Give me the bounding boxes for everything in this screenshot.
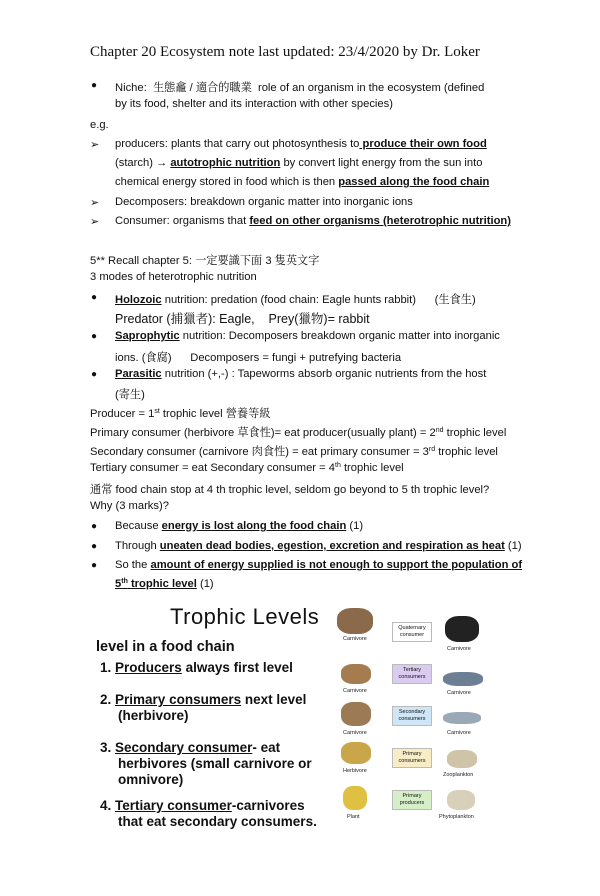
label-right-3: Carnivore	[447, 730, 471, 736]
recall-line: 5** Recall chapter 5: 一定要識下面 3 隻英文字	[90, 255, 320, 267]
grasshopper-icon	[341, 742, 371, 764]
level-4-line: Tertiary consumer = eat Secondary consumer = 4th trophic level	[90, 462, 404, 474]
card-primary-consumers: Primary consumers	[392, 748, 432, 768]
label-right-5: Phytoplankton	[439, 814, 474, 820]
label-right-4: Zooplankton	[443, 772, 474, 778]
parasitic-line: Parasitic nutrition (+,-) : Tapeworms absorb organic nutrients from the host	[115, 368, 487, 380]
bullet-icon: ●	[91, 331, 98, 342]
reason-3: So the amount of energy supplied is not enough to support the population of	[115, 559, 523, 571]
figure-subtitle: level in a food chain	[96, 639, 235, 655]
label-left-4: Herbivore	[343, 768, 367, 774]
producers-line-3: chemical energy stored in food which is then passed along the food chain	[115, 176, 490, 188]
modes-line: 3 modes of heterotrophic nutrition	[90, 271, 257, 283]
card-quaternary: Quaternary consumer	[392, 622, 432, 642]
decomposers-line: Decomposers: breakdown organic matter into inorganic ions	[115, 196, 413, 208]
label-left-2: Carnivore	[343, 688, 367, 694]
trophic-levels-figure	[90, 602, 520, 832]
level-1-line: Producer = 1st trophic level 營養等級	[90, 408, 271, 420]
parasitic-line-2: (寄生)	[115, 389, 145, 401]
snake-icon	[341, 664, 371, 684]
level-3-line: Secondary consumer (carnivore 肉食性) = eat primary consumer = 3rd trophic level	[90, 446, 498, 458]
consumer-line: Consumer: organisms that feed on other organisms (heterotrophic nutrition)	[115, 215, 511, 227]
arrow-bullet-icon: ➢	[90, 139, 100, 151]
bullet-icon: ●	[91, 292, 98, 303]
saprophytic-line-2: ions. (食腐) Decomposers = fungi + putrefying bacteria	[115, 352, 402, 364]
reason-2: Through uneaten dead bodies, egestion, excretion and respiration as heat (1)	[115, 540, 522, 552]
document-title: Chapter 20 Ecosystem note last updated: 23/4/2020 by Dr. Loker	[90, 44, 480, 60]
label-left-3: Carnivore	[343, 730, 367, 736]
fish-icon	[443, 672, 483, 686]
holozoic-line-2: Predator (捕獵者): Eagle, Prey(獵物)= rabbit	[115, 312, 370, 326]
bullet-icon: ●	[91, 80, 98, 91]
bullet-icon: ●	[91, 560, 98, 571]
figure-item-3: 3. Secondary consumer- eat herbivores (small carnivore or omnivore)	[100, 740, 312, 787]
why-line: Why (3 marks)?	[90, 500, 169, 512]
card-producers: Primary producers	[392, 790, 432, 810]
food-chain-illustration	[335, 602, 520, 832]
level-2-line: Primary consumer (herbivore 草食性)= eat producer(usually plant) = 2nd trophic level	[90, 427, 507, 439]
producers-line-2: (starch) → autotrophic nutrition by convert light energy from the sun into	[115, 157, 483, 169]
eagle-icon	[337, 608, 373, 634]
label-right-2: Carnivore	[447, 690, 471, 696]
card-tertiary: Tertiary consumers	[392, 664, 432, 684]
niche-line-2: by its food, shelter and its interaction with other species)	[115, 98, 393, 110]
holozoic-line: Holozoic nutrition: predation (food chain: Eagle hunts rabbit) (生食生)	[115, 294, 476, 306]
figure-item-4: 4. Tertiary consumer-carnivores that eat secondary consumers.	[100, 798, 317, 829]
small-fish-icon	[443, 712, 481, 724]
reason-3-line-2: 5th trophic level (1)	[115, 578, 214, 590]
bullet-icon: ●	[91, 521, 98, 532]
zooplankton-icon	[447, 750, 477, 768]
arrow-bullet-icon: ➢	[90, 197, 100, 209]
orca-icon	[445, 616, 479, 642]
bullet-icon: ●	[91, 369, 98, 380]
label-left-5: Plant	[347, 814, 360, 820]
figure-item-2: 2. Primary consumers next level (herbivore)	[100, 692, 307, 723]
arrow-bullet-icon: ➢	[90, 216, 100, 228]
eg-label: e.g.	[90, 119, 109, 131]
reason-1: Because energy is lost along the food chain (1)	[115, 520, 364, 532]
card-secondary: Secondary consumers	[392, 706, 432, 726]
plant-icon	[343, 786, 367, 810]
producers-line: producers: plants that carry out photosynthesis to produce their own food	[115, 138, 487, 150]
figure-item-1: 1. Producers always first level	[100, 660, 293, 675]
label-right-1: Carnivore	[447, 646, 471, 652]
label-left-1: Carnivore	[343, 636, 367, 642]
bullet-icon: ●	[91, 541, 98, 552]
question-line: 通常 food chain stop at 4 th trophic level, seldom go beyond to 5 th trophic level?	[90, 484, 490, 496]
phytoplankton-icon	[447, 790, 475, 810]
mouse-icon	[341, 702, 371, 726]
saprophytic-line: Saprophytic nutrition: Decomposers breakdown organic matter into inorganic	[115, 330, 500, 342]
figure-title: Trophic Levels	[170, 604, 320, 629]
niche-line: Niche: 生態龕 / 適合的職業 role of an organism in the ecosystem (defined	[115, 82, 485, 94]
